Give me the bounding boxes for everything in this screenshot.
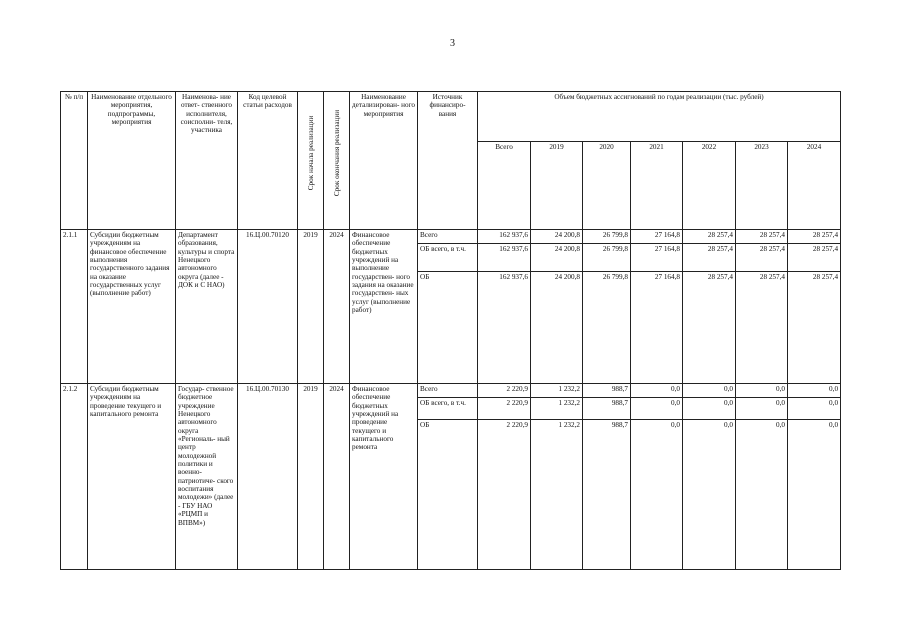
budget-allocation-table bbox=[60, 91, 841, 570]
value-2023: 0,0 bbox=[736, 398, 788, 420]
value-2022: 28 257,4 bbox=[683, 272, 736, 384]
row-end: 2024 bbox=[324, 384, 350, 570]
table-row bbox=[61, 384, 841, 398]
header-event-name: Наименование отдельного мероприятия, подпрограммы, мероприятия bbox=[88, 92, 176, 230]
row-executor: Департамент образования, культуры и спорта Ненецкого автономного округа (далее - ДОК и С НАО) bbox=[176, 230, 238, 384]
value-2022: 0,0 bbox=[683, 398, 736, 420]
header-start bbox=[298, 92, 324, 230]
value-2021: 0,0 bbox=[631, 384, 683, 398]
value-2019: 1 232,2 bbox=[531, 420, 583, 570]
source-label: ОБ bbox=[418, 272, 478, 384]
value-2023: 28 257,4 bbox=[736, 230, 788, 244]
value-total: 2 220,9 bbox=[478, 384, 531, 398]
value-2020: 26 799,8 bbox=[583, 244, 631, 272]
value-2019: 24 200,8 bbox=[531, 272, 583, 384]
row-end: 2024 bbox=[324, 230, 350, 384]
header-executor: Наименова- ние ответ- ственного исполнителя, соисполни- теля, участника bbox=[176, 92, 238, 230]
row-start: 2019 bbox=[298, 384, 324, 570]
value-2020: 988,7 bbox=[583, 384, 631, 398]
header-start-label: Срок начала реализации bbox=[306, 115, 315, 191]
header-year-2023: 2023 bbox=[736, 142, 788, 230]
value-2021: 27 164,8 bbox=[631, 272, 683, 384]
row-num: 2.1.1 bbox=[61, 230, 88, 384]
header-num: № п/п bbox=[61, 92, 88, 230]
value-2024: 28 257,4 bbox=[788, 272, 841, 384]
source-label: ОБ bbox=[418, 420, 478, 570]
row-detail: Финансовое обеспечение бюджетных учреждений на проведение текущего и капитального ремонта bbox=[350, 384, 418, 570]
value-2020: 988,7 bbox=[583, 398, 631, 420]
value-2023: 0,0 bbox=[736, 420, 788, 570]
header-kcs: Код целевой статьи расходов bbox=[238, 92, 298, 230]
header-source: Источник финансиро- вания bbox=[418, 92, 478, 230]
value-2024: 0,0 bbox=[788, 420, 841, 570]
row-kcs: 16.Ц.00.70130 bbox=[238, 384, 298, 570]
value-2023: 0,0 bbox=[736, 384, 788, 398]
header-year-2021: 2021 bbox=[631, 142, 683, 230]
value-2021: 0,0 bbox=[631, 420, 683, 570]
value-2024: 28 257,4 bbox=[788, 244, 841, 272]
value-2022: 28 257,4 bbox=[683, 230, 736, 244]
header-year-2019: 2019 bbox=[531, 142, 583, 230]
value-2021: 27 164,8 bbox=[631, 230, 683, 244]
value-2022: 0,0 bbox=[683, 384, 736, 398]
header-year-2022: 2022 bbox=[683, 142, 736, 230]
value-2022: 28 257,4 bbox=[683, 244, 736, 272]
header-end-label: Срок окончания реализации bbox=[332, 109, 341, 197]
value-total: 2 220,9 bbox=[478, 398, 531, 420]
header-directions: Наименование детализирован- ного мероприятия bbox=[350, 92, 418, 230]
row-event: Субсидии бюджетным учреждениям на проведение текущего и капитального ремонта bbox=[88, 384, 176, 570]
value-2019: 1 232,2 bbox=[531, 384, 583, 398]
value-2019: 24 200,8 bbox=[531, 230, 583, 244]
source-label: Всего bbox=[418, 230, 478, 244]
source-label: ОБ всего, в т.ч. bbox=[418, 244, 478, 272]
value-2022: 0,0 bbox=[683, 420, 736, 570]
value-2024: 0,0 bbox=[788, 398, 841, 420]
value-2020: 26 799,8 bbox=[583, 272, 631, 384]
value-2024: 0,0 bbox=[788, 384, 841, 398]
value-2019: 1 232,2 bbox=[531, 398, 583, 420]
value-2024: 28 257,4 bbox=[788, 230, 841, 244]
value-total: 162 937,6 bbox=[478, 272, 531, 384]
value-2020: 988,7 bbox=[583, 420, 631, 570]
value-total: 162 937,6 bbox=[478, 244, 531, 272]
header-volume: Объем бюджетных ассигнований по годам реализации (тыс. рублей) bbox=[478, 92, 841, 142]
header-year-2020: 2020 bbox=[583, 142, 631, 230]
header-end bbox=[324, 92, 350, 230]
row-detail: Финансовое обеспечение бюджетных учреждений на выполнение государствен- ного задания на оказание государствен- ных услуг (выполнение работ) bbox=[350, 230, 418, 384]
value-total: 162 937,6 bbox=[478, 230, 531, 244]
source-label: ОБ всего, в т.ч. bbox=[418, 398, 478, 420]
row-num: 2.1.2 bbox=[61, 384, 88, 570]
value-2019: 24 200,8 bbox=[531, 244, 583, 272]
header-total: Всего bbox=[478, 142, 531, 230]
value-2023: 28 257,4 bbox=[736, 272, 788, 384]
row-kcs: 16.Ц.00.70120 bbox=[238, 230, 298, 384]
header-year-2024: 2024 bbox=[788, 142, 841, 230]
value-2021: 27 164,8 bbox=[631, 244, 683, 272]
row-start: 2019 bbox=[298, 230, 324, 384]
value-total: 2 220,9 bbox=[478, 420, 531, 570]
value-2020: 26 799,8 bbox=[583, 230, 631, 244]
source-label: Всего bbox=[418, 384, 478, 398]
page-number: 3 bbox=[450, 38, 455, 49]
value-2021: 0,0 bbox=[631, 398, 683, 420]
row-event: Субсидии бюджетным учреждениям на финансовое обеспечение выполнения государственного задания на оказание государственных услуг (выполнение работ) bbox=[88, 230, 176, 384]
value-2023: 28 257,4 bbox=[736, 244, 788, 272]
table-row bbox=[61, 230, 841, 244]
row-executor: Государ- ственное бюджетное учреждение Ненецкого автономного округа «Региональ- ный центр молодежной политики и военно- патриотиче- ского воспитания молодежи» (далее - ГБУ НАО «РЦМП и ВПВМ») bbox=[176, 384, 238, 570]
